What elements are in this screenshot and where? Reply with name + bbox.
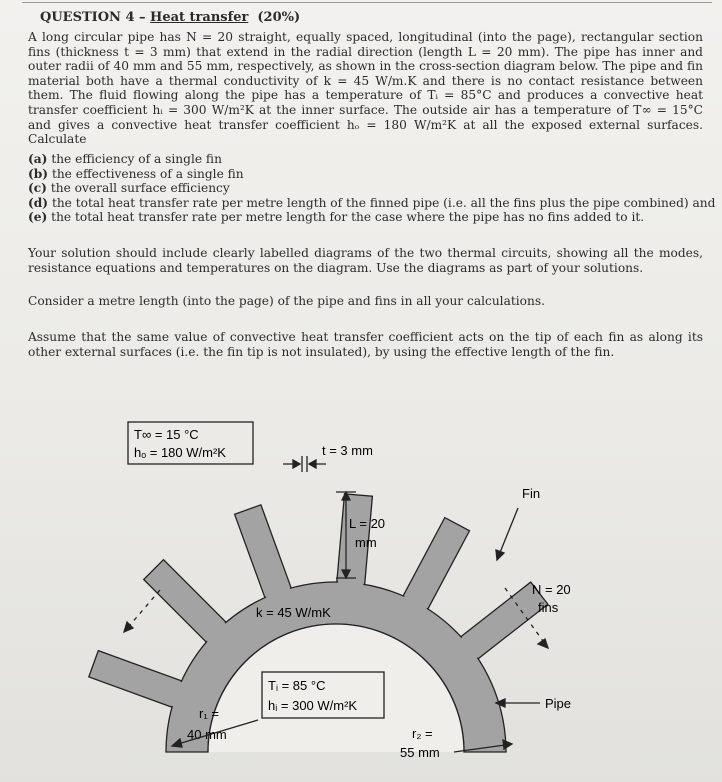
item-label: (c) — [28, 181, 47, 196]
question-intro: A long circular pipe has N = 20 straight, equally spaced, longitudinal (into the page), rectangular section fins (thickness t = 3 mm) that extend in the radial direction (length L = 20 mm). The pipe has inner and outer radii of 40 mm and 55 mm, respectively, as shown in the cross-section diagram below. The pipe and fin material both have a thermal conductivity of k = 45 W/m.K and there is no contact resistance between them. The fluid flowing along the pipe has a temperature of Tᵢ = 85°C and produces a convective heat transfer coefficient hᵢ = 300 W/m²K at the inner surface. The outside air has a temperature of T∞ = 15°C and gives a convective heat transfer coefficient hₒ = 180 W/m²K at all the exposed external surfaces. Calculate — [28, 30, 703, 147]
question-title — [40, 10, 300, 25]
length-label-line1: L = 20 — [349, 516, 386, 531]
item-label: (e) — [28, 210, 48, 225]
list-item — [28, 152, 708, 167]
inner-htc-label: hᵢ = 300 W/m²K — [268, 698, 358, 713]
top-rule — [22, 2, 712, 3]
item-label: (a) — [28, 152, 48, 166]
question-items — [28, 152, 716, 225]
item-label: (b) — [28, 166, 49, 181]
inner-radius-label-line2: 40 mm — [187, 727, 227, 742]
outer-htc-label: hₒ = 180 W/m²K — [134, 445, 226, 460]
outer-temperature-label: T∞ = 15 °C — [134, 427, 199, 442]
fin-count-label-line1: N = 20 — [532, 582, 571, 597]
fin-label: Fin — [522, 486, 541, 501]
list-item — [28, 181, 708, 196]
instruction-diagrams: Your solution should include clearly labelled diagrams of the two thermal circuits, showing all the modes, resistance equations and temperatures on the diagram. Use the diagrams as part of your solutions. — [28, 246, 703, 275]
item-label: (d) — [28, 195, 49, 210]
inner-temperature-label: Tᵢ = 85 °C — [268, 678, 326, 693]
question-title-topic: Heat transfer — [150, 10, 249, 25]
outer-radius-label-line2: 55 mm — [400, 745, 440, 760]
list-item — [28, 195, 716, 211]
inner-radius-label-line1: r₁ = — [199, 706, 219, 721]
instruction-fin-tip: Assume that the same value of convective heat transfer coefficient acts on the tip of each fin as along its other external surfaces (i.e. the fin tip is not insulated), by using the effective length of the fin. — [28, 330, 703, 359]
thickness-dimension — [283, 456, 326, 472]
pipe-pointer-arrow — [496, 699, 540, 707]
question-title-prefix: QUESTION 4 – — [40, 10, 151, 25]
length-label-line2: mm — [355, 535, 377, 550]
item-text: the effectiveness of a single fin — [51, 166, 244, 181]
rotation-dashed-arrow-left — [124, 590, 160, 632]
conductivity-label: k = 45 W/mK — [256, 605, 331, 620]
thickness-label: t = 3 mm — [322, 443, 373, 458]
fin-pointer-arrow — [496, 508, 518, 560]
item-text: the total heat transfer rate per metre length for the case where the pipe has no fins added to it. — [51, 210, 645, 225]
pipe-label: Pipe — [545, 696, 572, 711]
list-item — [28, 210, 708, 225]
outer-radius-label-line1: r₂ = — [412, 726, 433, 741]
item-text: the overall surface efficiency — [50, 181, 230, 196]
item-text: the efficiency of a single fin — [51, 152, 222, 166]
question-title-weight: (20%) — [257, 10, 301, 25]
item-text: the total heat transfer rate per metre length of the finned pipe (i.e. all the fins plus the pipe combined) and — [51, 195, 716, 210]
pipe-cross-section-diagram — [0, 400, 722, 782]
fin-count-label-line2: fins — [538, 600, 559, 615]
list-item — [28, 167, 708, 182]
instruction-metre-length: Consider a metre length (into the page) of the pipe and fins in all your calculations. — [28, 294, 545, 308]
